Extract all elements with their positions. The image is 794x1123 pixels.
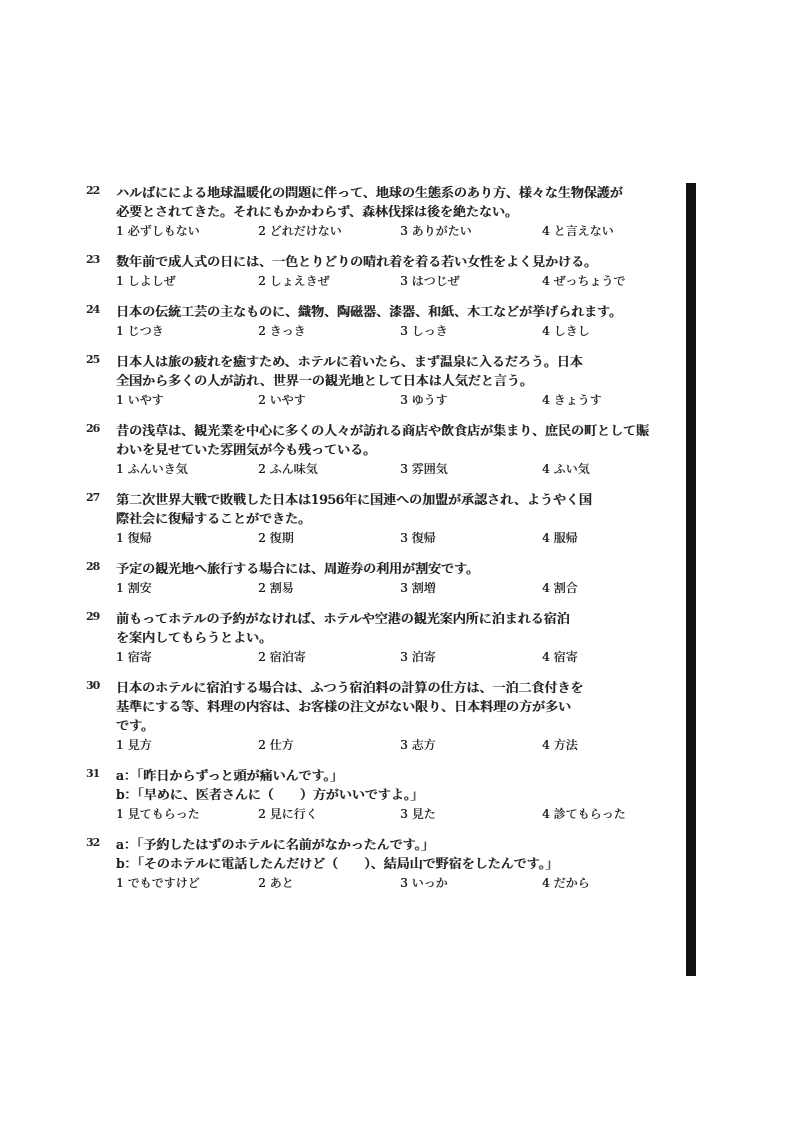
answer-choice: 3 しっき [400, 324, 448, 338]
answer-choice: 4 だから [542, 876, 590, 890]
question-line: ハルばにによる地球温暖化の問題に伴って、地球の生態系のあり方、様々な生物保護が [116, 186, 623, 201]
question-number: 23 [86, 253, 100, 266]
answer-choice: 1 ふんいき気 [116, 462, 188, 476]
question-number: 28 [86, 560, 100, 573]
answer-choice: 1 必ずしもない [116, 224, 200, 238]
question-item [86, 422, 684, 479]
answer-choice: 3 割増 [400, 581, 436, 595]
answer-choice: 4 ぜっちょうで [542, 274, 626, 288]
question-line: b：「早めに、医者さんに（ ）方がいいですよ。」 [116, 788, 424, 803]
answer-choice: 4 ふい気 [542, 462, 590, 476]
answer-choice: 2 割易 [258, 581, 294, 595]
question-text [116, 767, 684, 805]
answer-choice: 1 いやす [116, 393, 164, 407]
question-line: 第二次世界大戦で敗戦した日本は1956年に国連への加盟が承認され、ようやく国 [116, 493, 592, 508]
question-line: わいを見せていた雰囲気が今も残っている。 [116, 443, 377, 458]
question-number: 26 [86, 422, 100, 435]
answer-choices [116, 736, 684, 755]
answer-choices [116, 805, 684, 824]
answer-choice: 1 しよしぜ [116, 274, 176, 288]
answer-choices [116, 222, 684, 241]
question-text [116, 184, 684, 222]
question-item [86, 353, 684, 410]
answer-choice: 3 泊寄 [400, 650, 436, 664]
answer-choice: 1 じつき [116, 324, 164, 338]
answer-choices [116, 322, 684, 341]
answer-choice: 4 宿寄 [542, 650, 578, 664]
question-item [86, 767, 684, 824]
answer-choice: 2 きっき [258, 324, 306, 338]
question-item [86, 184, 684, 241]
answer-choice: 2 復期 [258, 531, 294, 545]
question-item [86, 610, 684, 667]
question-number: 29 [86, 610, 100, 623]
answer-choice: 2 どれだけない [258, 224, 342, 238]
answer-choice: 1 宿寄 [116, 650, 152, 664]
question-line: 日本人は旅の疲れを癒すため、ホテルに着いたら、まず温泉に入るだろう。日本 [116, 355, 583, 370]
question-line: を案内してもらうとよい。 [116, 631, 273, 646]
question-item [86, 303, 684, 341]
question-line: 数年前で成人式の日には、一色とりどりの晴れ着を着る若い女性をよく見かける。 [116, 255, 598, 270]
question-line: です。 [116, 719, 154, 734]
answer-choices [116, 391, 684, 410]
answer-choice: 3 ありがたい [400, 224, 472, 238]
question-text [116, 560, 684, 579]
question-line: a：「予約したはずのホテルに名前がなかったんです。」 [116, 838, 435, 853]
question-text [116, 836, 684, 874]
question-number: 22 [86, 184, 100, 197]
question-text [116, 303, 684, 322]
answer-choice: 2 仕方 [258, 738, 294, 752]
answer-choice: 1 でもですけど [116, 876, 200, 890]
answer-choice: 4 服帰 [542, 531, 578, 545]
question-text [116, 422, 684, 460]
question-number: 25 [86, 353, 100, 366]
answer-choices [116, 272, 684, 291]
question-item [86, 836, 684, 893]
question-number: 32 [86, 836, 100, 849]
answer-choices [116, 529, 684, 548]
question-item [86, 253, 684, 291]
question-text [116, 253, 684, 272]
answer-choice: 2 しょえきぜ [258, 274, 330, 288]
question-item [86, 560, 684, 598]
answer-choice: 4 しきし [542, 324, 590, 338]
question-line: 前もってホテルの予約がなければ、ホテルや空港の観光案内所に泊まれる宿泊 [116, 612, 570, 627]
answer-choice: 3 はつじぜ [400, 274, 460, 288]
answer-choices [116, 460, 684, 479]
question-text [116, 491, 684, 529]
answer-choice: 1 見方 [116, 738, 152, 752]
question-line: b：「そのホテルに電話したんだけど（ ）、結局山で野宿をしたんです。」 [116, 857, 559, 872]
question-line: 予定の観光地へ旅行する場合には、周遊券の利用が割安です。 [116, 562, 479, 577]
answer-choice: 1 復帰 [116, 531, 152, 545]
scan-edge-bar [686, 183, 696, 976]
answer-choice: 2 宿泊寄 [258, 650, 306, 664]
question-line: 日本のホテルに宿泊する場合は、ふつう宿泊料の計算の仕方は、一泊二食付きを [116, 681, 584, 696]
question-item [86, 491, 684, 548]
question-list [86, 184, 684, 905]
question-line: 際社会に復帰することができた。 [116, 512, 312, 527]
question-text [116, 353, 684, 391]
question-line: 基準にする等、料理の内容は、お客様の注文がない限り、日本料理の方が多い [116, 700, 572, 715]
question-line: 全国から多くの人が訪れ、世界一の観光地として日本は人気だと言う。 [116, 374, 533, 389]
question-item [86, 679, 684, 755]
answer-choice: 2 あと [258, 876, 294, 890]
answer-choice: 4 と言えない [542, 224, 614, 238]
answer-choice: 3 いっか [400, 876, 448, 890]
answer-choice: 4 きょうす [542, 393, 602, 407]
answer-choices [116, 579, 684, 598]
question-number: 27 [86, 491, 100, 504]
answer-choice: 3 見た [400, 807, 436, 821]
answer-choice: 1 割安 [116, 581, 152, 595]
answer-choice: 3 志方 [400, 738, 436, 752]
answer-choice: 3 ゆうす [400, 393, 448, 407]
question-line: 日本の伝統工芸の主なものに、織物、陶磁器、漆器、和紙、木工などが挙げられます。 [116, 305, 622, 320]
question-number: 31 [86, 767, 100, 780]
question-line: 昔の浅草は、観光業を中心に多くの人々が訪れる商店や飲食店が集まり、庶民の町として賑 [116, 424, 650, 439]
answer-choice: 1 見てもらった [116, 807, 200, 821]
question-text [116, 610, 684, 648]
answer-choice: 4 割合 [542, 581, 578, 595]
answer-choice: 4 診てもらった [542, 807, 626, 821]
answer-choice: 3 復帰 [400, 531, 436, 545]
answer-choice: 2 ふん味気 [258, 462, 318, 476]
question-line: 必要とされてきた。それにもかかわらず、森林伐採は後を絶たない。 [116, 205, 518, 220]
answer-choices [116, 874, 684, 893]
question-text [116, 679, 684, 736]
question-line: a：「昨日からずっと頭が痛いんです。」 [116, 769, 343, 784]
answer-choice: 2 いやす [258, 393, 306, 407]
answer-choices [116, 648, 684, 667]
answer-choice: 4 方法 [542, 738, 578, 752]
answer-choice: 2 見に行く [258, 807, 318, 821]
answer-choice: 3 雰囲気 [400, 462, 448, 476]
question-number: 30 [86, 679, 100, 692]
question-number: 24 [86, 303, 100, 316]
